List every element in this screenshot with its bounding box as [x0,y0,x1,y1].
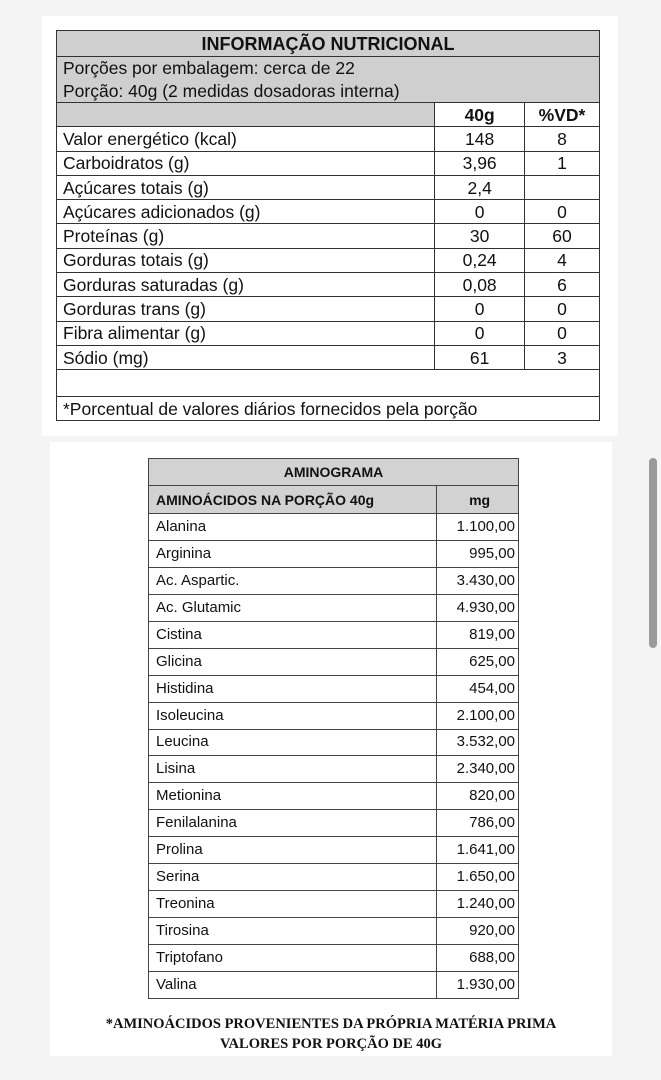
aminogram-header-row [149,486,519,514]
nutrition-row [57,345,600,369]
nutrient-label: Fibra alimentar (g) [57,321,435,345]
nutrient-amount: 30 [435,224,525,248]
amino-row [149,756,519,783]
amino-row [149,594,519,621]
nutrient-label: Açúcares totais (g) [57,175,435,199]
nutrient-amount: 0 [435,297,525,321]
amino-name: Cistina [149,621,437,648]
nutrient-vd: 0 [525,297,600,321]
amino-value: 625,00 [437,648,519,675]
amino-name: Arginina [149,540,437,567]
amino-name: Histidina [149,675,437,702]
nutrition-row [57,175,600,199]
amino-row [149,918,519,945]
amino-name: Prolina [149,837,437,864]
aminogram-note-portion: VALORES POR PORÇÃO DE 40G [219,1036,443,1052]
nutrition-row [57,321,600,345]
nutrient-vd: 4 [525,248,600,272]
amino-row [149,702,519,729]
amino-row [149,621,519,648]
nutrient-label: Gorduras trans (g) [57,297,435,321]
nutrition-table [56,30,600,421]
nutrition-title-row [57,31,600,57]
amino-row [149,945,519,972]
nutrient-vd: 1 [525,151,600,175]
portion-size: Porção: 40g (2 medidas dosadoras interna) [57,80,600,103]
amino-value: 454,00 [437,675,519,702]
amino-name: Alanina [149,514,437,541]
nutrient-label: Proteínas (g) [57,224,435,248]
header-vd: %VD* [525,103,600,127]
aminogram-title-row [149,459,519,486]
nutrition-blank-row [57,370,600,397]
amino-name: Ac. Aspartic. [149,567,437,594]
nutrient-label: Açúcares adicionados (g) [57,200,435,224]
header-blank-cell [57,103,435,127]
aminogram-note-origin: *AMINOÁCIDOS PROVENIENTES DA PRÓPRIA MATÉRIA PRIMA [105,1016,557,1032]
nutrient-amount: 2,4 [435,175,525,199]
nutrient-amount: 3,96 [435,151,525,175]
nutrient-vd: 0 [525,321,600,345]
amino-name: Tirosina [149,918,437,945]
amino-row [149,810,519,837]
amino-value: 819,00 [437,621,519,648]
amino-row [149,540,519,567]
nutrition-row [57,248,600,272]
portion-row [57,80,600,103]
nutrient-label: Carboidratos (g) [57,151,435,175]
amino-value: 3.532,00 [437,729,519,756]
nutrition-header-row [57,103,600,127]
nutrient-amount: 0 [435,200,525,224]
amino-name: Lisina [149,756,437,783]
amino-row [149,891,519,918]
header-amount: 40g [435,103,525,127]
nutrition-row [57,224,600,248]
nutrient-vd: 8 [525,127,600,151]
amino-name: Valina [149,971,437,998]
nutrient-amount: 0 [435,321,525,345]
amino-row [149,837,519,864]
nutrition-row [57,151,600,175]
nutrition-row [57,273,600,297]
amino-value: 1.641,00 [437,837,519,864]
nutrient-amount: 61 [435,345,525,369]
amino-name: Serina [149,864,437,891]
amino-row [149,675,519,702]
nutrient-amount: 0,24 [435,248,525,272]
amino-value: 2.340,00 [437,756,519,783]
nutrition-row [57,297,600,321]
amino-value: 688,00 [437,945,519,972]
amino-row [149,729,519,756]
nutrient-label: Gorduras totais (g) [57,248,435,272]
amino-name: Treonina [149,891,437,918]
aminogram-table [148,458,519,999]
amino-value: 2.100,00 [437,702,519,729]
nutrition-row [57,127,600,151]
amino-name: Metionina [149,783,437,810]
scrollbar-thumb[interactable] [649,458,657,648]
nutrition-footnote-row [57,397,600,421]
nutrient-amount: 0,08 [435,273,525,297]
nutrient-vd: 3 [525,345,600,369]
blank-cell [57,370,600,397]
amino-row [149,514,519,541]
amino-row [149,783,519,810]
amino-value: 1.650,00 [437,864,519,891]
servings-row [57,57,600,80]
amino-value: 1.930,00 [437,971,519,998]
amino-value: 1.100,00 [437,514,519,541]
amino-name: Leucina [149,729,437,756]
amino-row [149,648,519,675]
amino-name: Glicina [149,648,437,675]
header-amino-name: AMINOÁCIDOS NA PORÇÃO 40g [149,486,437,514]
servings-per-package: Porções por embalagem: cerca de 22 [57,57,600,80]
nutrition-title: INFORMAÇÃO NUTRICIONAL [57,31,600,57]
amino-name: Triptofano [149,945,437,972]
amino-value: 1.240,00 [437,891,519,918]
amino-name: Ac. Glutamic [149,594,437,621]
nutrient-vd: 60 [525,224,600,248]
amino-name: Isoleucina [149,702,437,729]
amino-value: 3.430,00 [437,567,519,594]
nutrient-amount: 148 [435,127,525,151]
amino-value: 920,00 [437,918,519,945]
nutrient-label: Gorduras saturadas (g) [57,273,435,297]
nutrient-label: Valor energético (kcal) [57,127,435,151]
amino-row [149,971,519,998]
amino-value: 786,00 [437,810,519,837]
nutrient-vd: 6 [525,273,600,297]
nutrient-label: Sódio (mg) [57,345,435,369]
amino-name: Fenilalanina [149,810,437,837]
nutrient-vd [525,175,600,199]
nutrition-row [57,200,600,224]
amino-value: 820,00 [437,783,519,810]
amino-row [149,567,519,594]
nutrition-footnote: *Porcentual de valores diários fornecidos pela porção [57,397,600,421]
amino-row [149,864,519,891]
amino-value: 4.930,00 [437,594,519,621]
nutrient-vd: 0 [525,200,600,224]
header-amino-unit: mg [437,486,519,514]
aminogram-title: AMINOGRAMA [149,459,519,486]
amino-value: 995,00 [437,540,519,567]
